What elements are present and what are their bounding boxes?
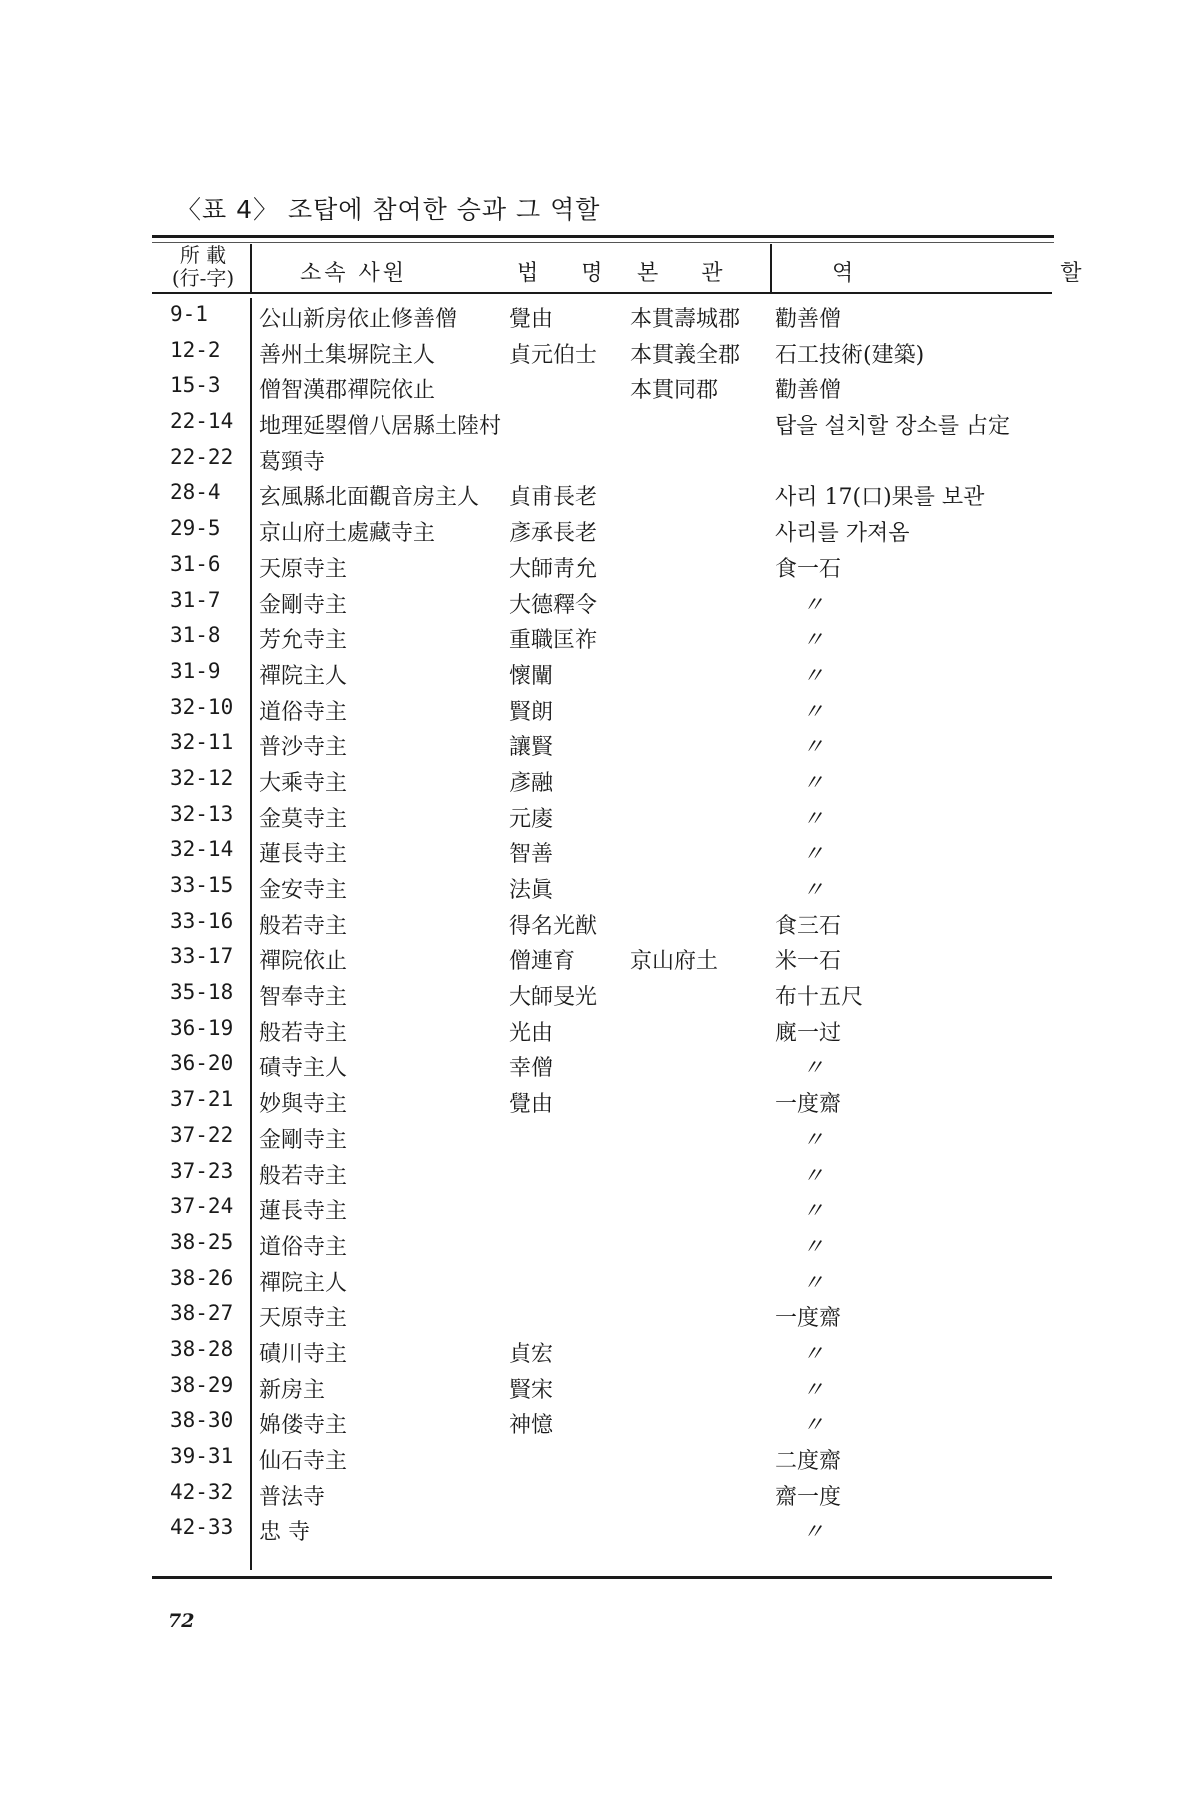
cell-position: 32-11 (170, 730, 234, 755)
cell-role: 一度齋 (775, 1306, 842, 1332)
cell-position: 32-13 (170, 801, 234, 826)
table-row (152, 584, 1052, 620)
table-row (152, 1012, 1052, 1048)
cell-temple: 天原寺主 (259, 1306, 348, 1332)
cell-dharma-name: 得名光猷 (509, 913, 598, 939)
cell-position: 38-27 (170, 1301, 234, 1326)
cell-role: 〃 (802, 592, 825, 618)
header-divider-left (250, 244, 252, 292)
header-origin: 본 관 (637, 261, 741, 286)
cell-position: 32-10 (170, 694, 234, 719)
cell-temple: 新房主 (259, 1377, 326, 1403)
cell-temple: 仙石寺主 (259, 1449, 348, 1474)
cell-temple: 天原寺主 (259, 556, 348, 582)
cell-role: 〃 (802, 1163, 825, 1189)
cell-role: 二度齋 (775, 1449, 842, 1474)
cell-temple: 禪院主人 (259, 1270, 348, 1296)
cell-position: 33-16 (170, 908, 234, 933)
cell-role: 食三石 (775, 913, 842, 939)
cell-origin: 本貫同郡 (630, 378, 719, 404)
cell-role: 〃 (802, 1520, 825, 1546)
cell-temple: 金莫寺主 (259, 806, 348, 832)
cell-position: 36-19 (170, 1015, 234, 1040)
cell-temple: 芳允寺主 (259, 628, 348, 654)
table-row (152, 405, 1052, 441)
cell-dharma-name: 賢宋 (509, 1377, 554, 1403)
cell-dharma-name: 法眞 (509, 878, 554, 903)
table-row (152, 441, 1052, 477)
header-temple: 소속 사원 (300, 261, 408, 286)
header-role: 역 할 (832, 261, 1182, 286)
table-row (152, 476, 1052, 512)
table-header-rule (152, 292, 1052, 294)
cell-position: 35-18 (170, 980, 234, 1005)
header-position-line1: 所 載 (179, 243, 227, 267)
cell-dharma-name: 光由 (509, 1020, 554, 1046)
cell-dharma-name: 覺由 (509, 307, 554, 332)
table-row (152, 1262, 1052, 1298)
cell-dharma-name: 大德釋令 (509, 592, 598, 618)
table-row (152, 1047, 1052, 1083)
table-row (152, 1083, 1052, 1119)
cell-dharma-name: 智善 (509, 842, 554, 868)
cell-role: 탑을 설치할 장소를 占定 (775, 414, 1010, 440)
table-caption: 〈표 4〉 조탑에 참여한 승과 그 역할 (176, 195, 601, 224)
header-dharma-name: 법 명 (517, 261, 621, 286)
table-body (152, 298, 1052, 1547)
cell-position: 37-24 (170, 1194, 234, 1219)
header-position-line2: (行-字) (171, 266, 235, 290)
cell-dharma-name: 讓賢 (509, 735, 554, 761)
cell-role: 〃 (802, 628, 825, 654)
cell-temple: 玄風縣北面觀音房主人 (259, 485, 480, 511)
cell-temple: 磧寺主人 (259, 1056, 348, 1082)
cell-temple: 蓮長寺主 (259, 842, 348, 868)
cell-position: 37-22 (170, 1122, 234, 1147)
cell-temple: 京山府土處藏寺主 (259, 521, 436, 547)
table-row (152, 726, 1052, 762)
table-row (152, 1369, 1052, 1405)
cell-position: 31-6 (170, 551, 221, 576)
table-row (152, 762, 1052, 798)
table-top-rule (152, 235, 1054, 238)
cell-temple: 般若寺主 (259, 1163, 348, 1189)
cell-position: 15-3 (170, 373, 221, 398)
cell-dharma-name: 神憶 (509, 1413, 554, 1439)
cell-role: 布十五尺 (775, 985, 864, 1011)
table-row (152, 798, 1052, 834)
cell-temple: 普法寺 (259, 1484, 326, 1510)
table-row (152, 1226, 1052, 1262)
table-bottom-rule (152, 1576, 1052, 1579)
cell-role: 勸善僧 (775, 378, 842, 404)
cell-role: 米一石 (775, 949, 842, 975)
cell-position: 38-25 (170, 1229, 234, 1254)
cell-temple: 婂偻寺主 (259, 1413, 348, 1439)
table-header (152, 243, 1182, 292)
cell-dharma-name: 重職匡祚 (509, 628, 598, 654)
cell-temple: 金剛寺主 (259, 592, 348, 618)
table-row (152, 1333, 1052, 1369)
table-row (152, 976, 1052, 1012)
table-row (152, 655, 1052, 691)
cell-role: 〃 (802, 1413, 825, 1439)
cell-role: 〃 (802, 842, 825, 868)
cell-origin: 京山府土 (630, 949, 719, 975)
cell-temple: 智奉寺主 (259, 985, 348, 1011)
cell-position: 42-33 (170, 1515, 234, 1540)
cell-temple: 大乘寺主 (259, 770, 348, 796)
cell-position: 39-31 (170, 1444, 234, 1468)
cell-role: 〃 (802, 735, 825, 761)
cell-position: 31-7 (170, 587, 221, 612)
table-row (152, 905, 1052, 941)
table-row (152, 512, 1052, 548)
table-row (152, 833, 1052, 869)
cell-dharma-name: 覺由 (509, 1092, 554, 1118)
cell-dharma-name: 懷闡 (509, 663, 554, 689)
cell-dharma-name: 大師靑允 (509, 556, 598, 582)
cell-temple: 蓮長寺主 (259, 1199, 348, 1225)
table-row (152, 1511, 1052, 1547)
cell-temple: 善州土集塀院主人 (259, 342, 436, 368)
cell-origin: 本貫義全郡 (630, 342, 741, 368)
table-row (152, 334, 1052, 370)
cell-role: 〃 (802, 1127, 825, 1153)
cell-position: 32-14 (170, 837, 234, 862)
cell-role: 〃 (802, 1234, 825, 1260)
cell-temple: 禪院依止 (259, 949, 348, 975)
cell-role: 〃 (802, 1199, 825, 1225)
cell-temple: 般若寺主 (259, 913, 348, 939)
cell-position: 28-4 (170, 480, 221, 505)
table-row (152, 298, 1052, 334)
cell-role: 사리 17(口)果를 보관 (775, 485, 985, 511)
cell-position: 22-14 (170, 409, 234, 434)
table-row (152, 1440, 1052, 1476)
cell-role: 〃 (802, 1056, 825, 1082)
cell-position: 38-28 (170, 1336, 234, 1361)
table-row (152, 1404, 1052, 1440)
cell-position: 36-20 (170, 1051, 234, 1076)
table-row (152, 1476, 1052, 1512)
cell-temple: 般若寺主 (259, 1020, 348, 1046)
cell-position: 22-22 (170, 444, 234, 469)
cell-position: 9-1 (170, 302, 208, 326)
cell-temple: 道俗寺主 (259, 1234, 348, 1260)
cell-role: 食一石 (775, 556, 842, 582)
cell-position: 37-23 (170, 1158, 234, 1183)
cell-temple: 金剛寺主 (259, 1127, 348, 1153)
table-row (152, 1155, 1052, 1191)
cell-position: 38-30 (170, 1408, 234, 1433)
cell-dharma-name: 貞宏 (509, 1341, 554, 1367)
header-position (162, 244, 244, 290)
cell-position: 38-26 (170, 1265, 234, 1290)
header-divider-right (770, 244, 772, 292)
table-row (152, 619, 1052, 655)
table-row (152, 691, 1052, 727)
cell-temple: 葛頸寺 (259, 449, 326, 475)
cell-position: 32-12 (170, 765, 234, 790)
table-row (152, 1119, 1052, 1155)
cell-dharma-name: 僧連育 (509, 949, 576, 975)
cell-role: 〃 (802, 699, 825, 725)
cell-dharma-name: 彥承長老 (509, 521, 598, 547)
cell-role: 〃 (802, 806, 825, 832)
cell-origin: 本貫壽城郡 (630, 307, 741, 332)
cell-role: 一度齋 (775, 1092, 842, 1118)
cell-role: 〃 (802, 663, 825, 689)
cell-temple: 禪院主人 (259, 663, 348, 689)
cell-role: 〃 (802, 878, 825, 903)
cell-role: 齋一度 (775, 1484, 842, 1510)
cell-temple: 磧川寺主 (259, 1341, 348, 1367)
cell-temple: 僧智漢郡禪院依止 (259, 378, 436, 404)
cell-temple: 公山新房依止修善僧 (259, 307, 458, 332)
table-row (152, 548, 1052, 584)
page-number: 72 (168, 1610, 195, 1632)
cell-temple: 地理延曌僧八居縣土陸村 (259, 414, 502, 440)
cell-dharma-name: 貞元伯士 (509, 342, 598, 368)
cell-dharma-name: 賢朗 (509, 699, 554, 725)
cell-temple: 普沙寺主 (259, 735, 348, 761)
cell-role: 石工技術(建築) (775, 342, 925, 368)
table-row (152, 1190, 1052, 1226)
cell-role: 廐一过 (775, 1020, 842, 1046)
cell-position: 42-32 (170, 1479, 234, 1504)
cell-role: 〃 (802, 1377, 825, 1403)
cell-position: 33-17 (170, 944, 234, 969)
cell-dharma-name: 彥融 (509, 770, 554, 796)
cell-position: 31-9 (170, 658, 221, 683)
cell-temple: 妙與寺主 (259, 1092, 348, 1118)
table-top-rule-thin (152, 242, 1054, 243)
cell-role: 〃 (802, 770, 825, 796)
cell-position: 38-29 (170, 1372, 234, 1397)
cell-temple: 金安寺主 (259, 878, 348, 903)
cell-role: 〃 (802, 1341, 825, 1367)
cell-dharma-name: 元庱 (509, 806, 554, 832)
cell-role: 〃 (802, 1270, 825, 1296)
table-row (152, 369, 1052, 405)
cell-position: 33-15 (170, 873, 234, 897)
table-row (152, 940, 1052, 976)
cell-position: 31-8 (170, 623, 221, 648)
table-row (152, 869, 1052, 905)
table-row (152, 1297, 1052, 1333)
cell-dharma-name: 大師旻光 (509, 985, 598, 1011)
cell-temple: 道俗寺主 (259, 699, 348, 725)
cell-position: 12-2 (170, 337, 221, 362)
cell-position: 37-21 (170, 1087, 234, 1112)
cell-position: 29-5 (170, 516, 221, 541)
cell-dharma-name: 幸僧 (509, 1056, 554, 1082)
cell-temple: 忠 寺 (259, 1520, 310, 1546)
cell-role: 사리를 가져옴 (775, 521, 910, 547)
cell-role: 勸善僧 (775, 307, 842, 332)
cell-dharma-name: 貞甫長老 (509, 485, 598, 511)
